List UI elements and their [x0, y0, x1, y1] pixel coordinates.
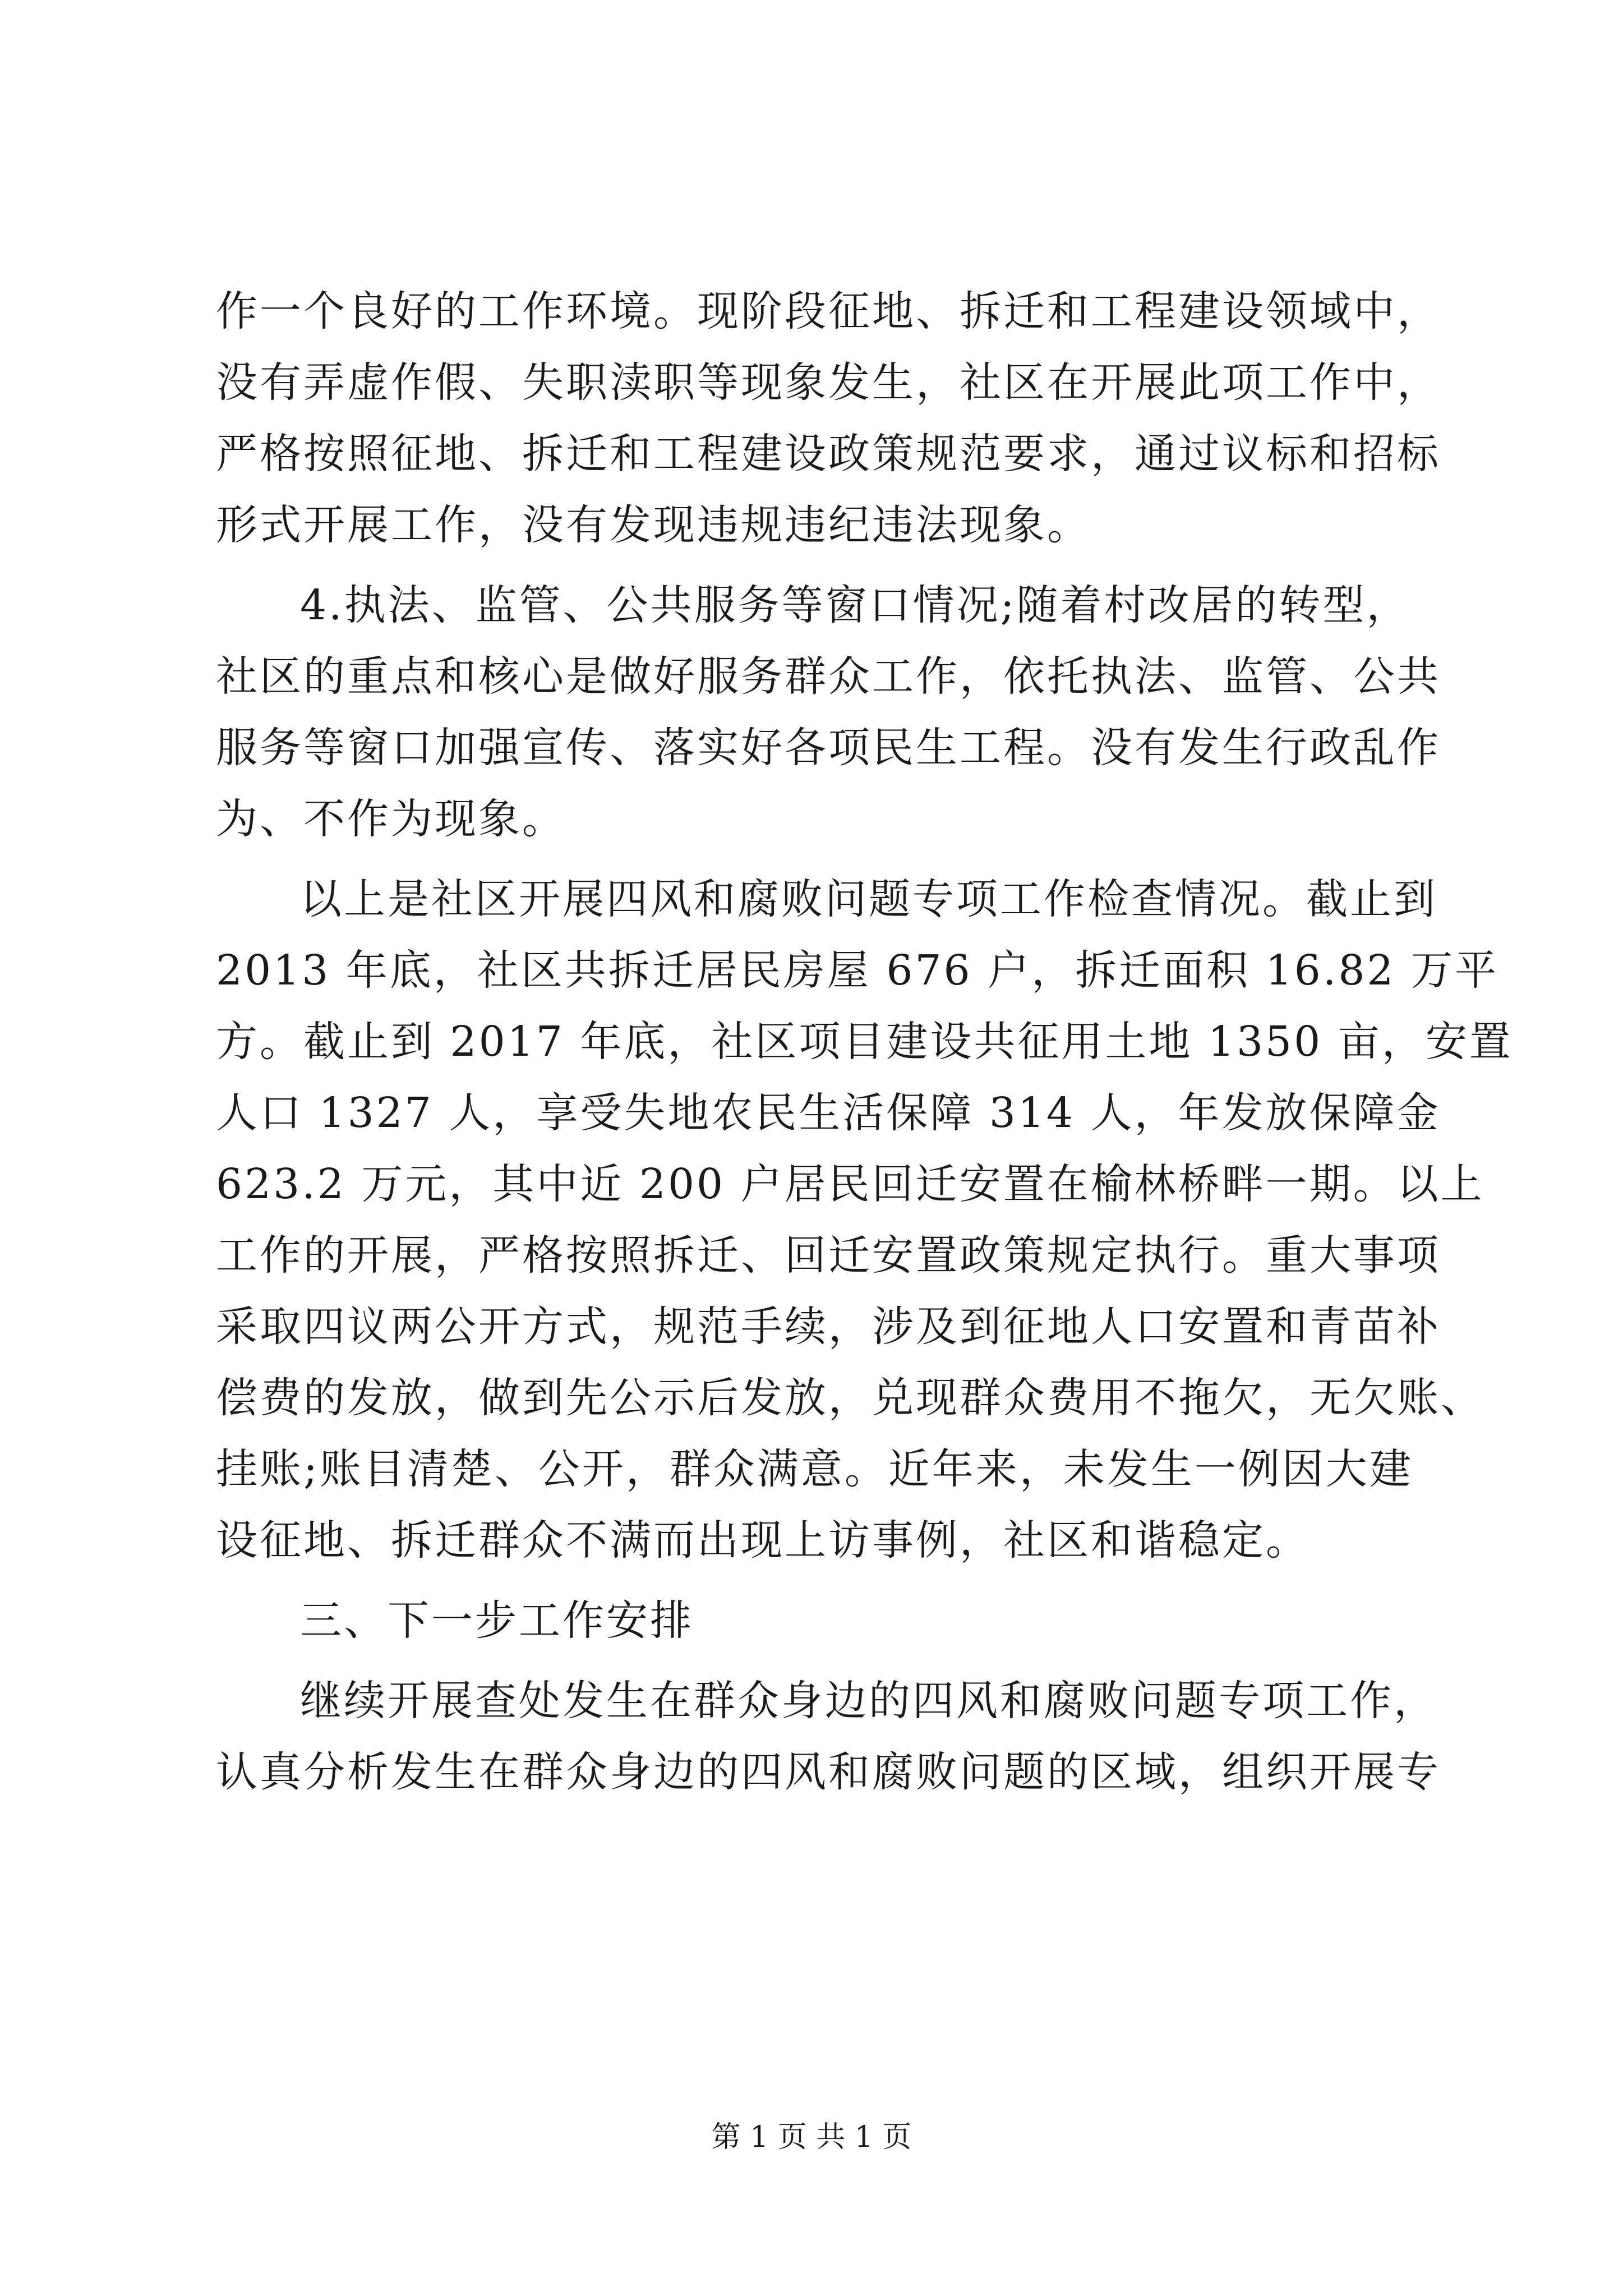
text-line: 没有弄虚作假、失职渎职等现象发生，社区在开展此项工作中，	[216, 358, 1441, 407]
text-line: 服务等窗口加强宣传、落实好各项民生工程。没有发生行政乱作	[216, 724, 1441, 772]
text-line: 人口 1327 人，享受失地农民生活保障 314 人，年发放保障金	[216, 1089, 1441, 1137]
text-line: 工作的开展，严格按照拆迁、回迁安置政策规定执行。重大事项	[216, 1231, 1441, 1280]
text-line: 认真分析发生在群众身边的四风和腐败问题的区域，组织开展专	[216, 1748, 1441, 1796]
text-line: 继续开展查处发生在群众身边的四风和腐败问题专项工作，	[300, 1677, 1437, 1725]
text-line: 形式开展工作，没有发现违规违纪违法现象。	[216, 501, 1091, 549]
text-line: 4.执法、监管、公共服务等窗口情况;随着村改居的转型，	[300, 581, 1410, 629]
page-footer: 第 1 页 共 1 页	[711, 2120, 912, 2154]
text-line: 623.2 万元，其中近 200 户居民回迁安置在榆林桥畔一期。以上	[216, 1160, 1484, 1208]
text-line: 为、不作为现象。	[216, 795, 566, 843]
text-line: 2013 年底，社区共拆迁居民房屋 676 户，拆迁面积 16.82 万平	[216, 946, 1499, 995]
section-heading: 三、下一步工作安排	[300, 1596, 694, 1645]
text-line: 设征地、拆迁群众不满而出现上访事例，社区和谐稳定。	[216, 1516, 1310, 1565]
text-line: 偿费的发放，做到先公示后发放，兑现群众费用不拖欠，无欠账、	[216, 1374, 1484, 1422]
text-line: 以上是社区开展四风和腐败问题专项工作检查情况。截止到	[300, 875, 1437, 923]
text-line: 采取四议两公开方式，规范手续，涉及到征地人口安置和青苗补	[216, 1303, 1441, 1351]
text-line: 作一个良好的工作环境。现阶段征地、拆迁和工程建设领域中，	[216, 287, 1441, 335]
text-line: 挂账;账目清楚、公开，群众满意。近年来，未发生一例因大建	[216, 1445, 1413, 1493]
text-line: 严格按照征地、拆迁和工程建设政策规范要求，通过议标和招标	[216, 430, 1441, 478]
text-line: 社区的重点和核心是做好服务群众工作，依托执法、监管、公共	[216, 652, 1441, 701]
text-line: 方。截止到 2017 年底，社区项目建设共征用土地 1350 亩，安置	[216, 1018, 1513, 1066]
